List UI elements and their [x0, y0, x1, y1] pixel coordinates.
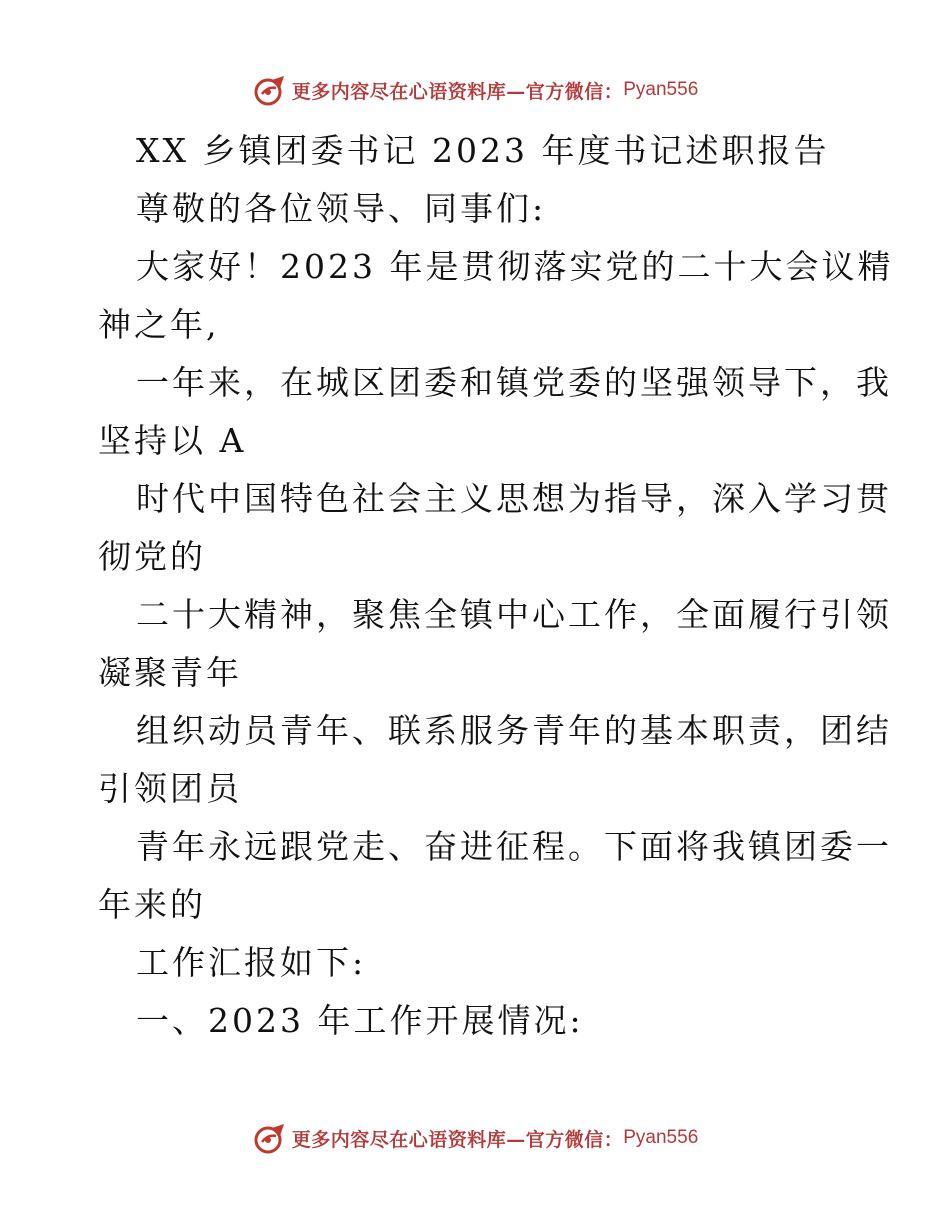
paragraph-line: 彻党的	[98, 537, 206, 576]
salutation: 尊敬的各位领导、同事们:	[136, 189, 547, 228]
paragraph-line: 大家好！2023 年是贯彻落实党的二十大会议精	[136, 247, 894, 286]
section-heading: 一、2023 年工作开展情况:	[136, 1001, 584, 1040]
pen-logo-icon	[252, 1120, 288, 1156]
pen-logo-icon	[252, 72, 288, 108]
paragraph-line: 二十大精神，聚焦全镇中心工作，全面履行引领	[136, 595, 892, 634]
paragraph-line: 青年永远跟党走、奋进征程。下面将我镇团委一	[136, 827, 892, 866]
footer-banner	[0, 1118, 950, 1158]
paragraph-line: 神之年,	[98, 305, 220, 344]
banner-wechat: Pyan556	[623, 1127, 699, 1148]
document-body	[98, 122, 894, 1050]
paragraph-line: 年来的	[98, 885, 206, 924]
paragraph-line: 凝聚青年	[98, 653, 242, 692]
banner-wechat: Pyan556	[623, 79, 699, 100]
banner-text: 更多内容尽在心语资料库—官方微信：	[291, 80, 624, 103]
paragraph-line: 时代中国特色社会主义思想为指导，深入学习贯	[136, 479, 892, 518]
paragraph-line: 坚持以 A	[98, 421, 247, 460]
paragraph-line: 一年来，在城区团委和镇党委的坚强领导下，我	[136, 363, 892, 402]
paragraph-line: 引领团员	[98, 769, 242, 808]
banner-text: 更多内容尽在心语资料库—官方微信：	[291, 1128, 624, 1151]
header-banner	[0, 70, 950, 110]
paragraph-line: 工作汇报如下:	[136, 943, 367, 982]
report-title: XX 乡镇团委书记 2023 年度书记述职报告	[136, 131, 830, 170]
paragraph-line: 组织动员青年、联系服务青年的基本职责，团结	[136, 711, 892, 750]
